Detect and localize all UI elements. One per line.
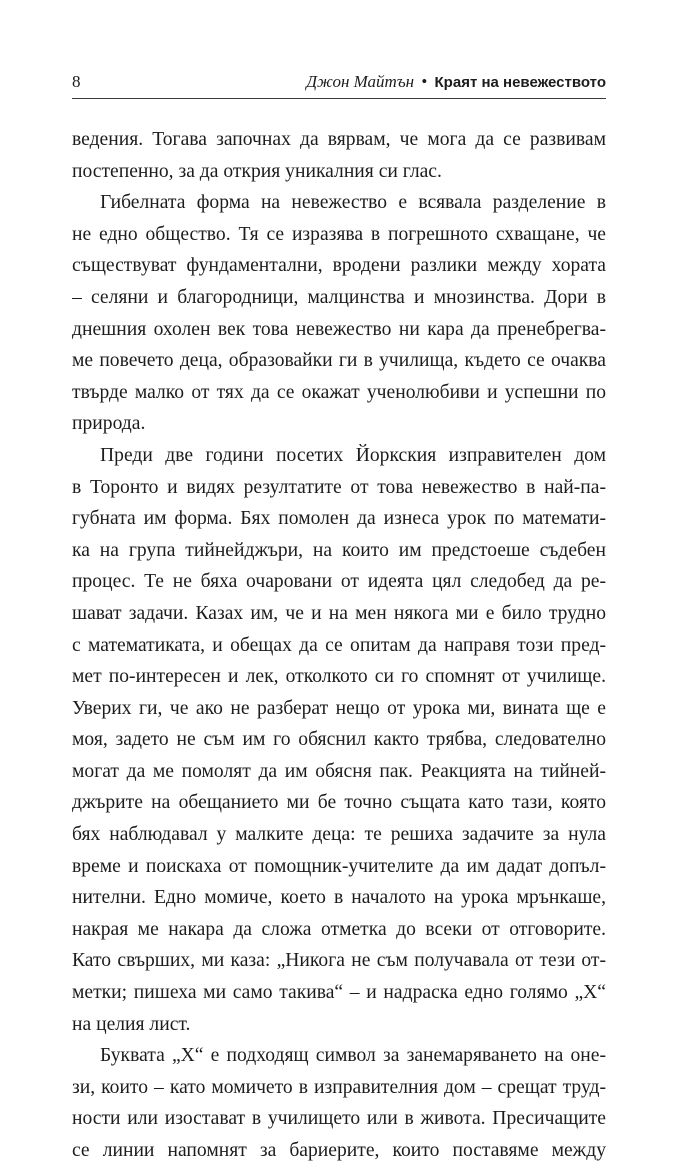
text-line: съществуват фундаментални, вродени разлики между хората	[72, 255, 606, 277]
text-line: природа.	[72, 413, 146, 435]
paragraph	[72, 187, 606, 440]
text-line: Гибелната форма на невежество е всявала разделение в	[100, 192, 606, 214]
text-line: ности или изостават в училището или в живота. Пресичащите	[72, 1108, 606, 1130]
text-line: с математиката, и обещах да се опитам да направя този пред-	[72, 634, 606, 656]
text-line: губната им форма. Бях помолен да изнеса урок по математи-	[72, 508, 606, 530]
running-head	[72, 70, 606, 96]
running-head-author: Джон Майтън	[306, 72, 415, 91]
text-line: не едно общество. Тя се изразява в погрешното схващане, че	[72, 223, 606, 245]
text-line: Буквата „X“ е подходящ символ за занемаряването на оне-	[100, 1045, 606, 1067]
text-line: Уверих ги, че ако не разберат нещо от урока ми, вината ще е	[72, 697, 606, 719]
text-line: в Торонто и видях резултатите от това невежество в най-па-	[72, 476, 606, 498]
text-line: ведения. Тогава започнах да вярвам, че мога да се развивам	[72, 129, 606, 150]
text-line: моя, задето не съм им го обяснил както трябва, следователно	[72, 729, 606, 751]
running-head-right	[306, 72, 606, 92]
page-number: 8	[72, 72, 81, 91]
text-line: твърде малко от тях да се окажат ученолюбиви и успешни по	[72, 381, 606, 403]
header-rule	[72, 98, 606, 99]
text-line: бях наблюдавал у малките деца: те решиха задачите за нула	[72, 824, 606, 846]
text-line: на целия лист.	[72, 1013, 191, 1035]
text-line: джърите на обещанието ми бе точно същата като тази, която	[72, 792, 606, 814]
text-line: постепенно, за да открия уникалния си глас.	[72, 160, 442, 182]
text-line: днешния охолен век това невежество ни кара да пренебрегва-	[72, 318, 606, 340]
running-head-title: Краят на невежеството	[434, 74, 606, 91]
text-line: процес. Те не бяха очаровани от идеята цял следобед да ре-	[72, 571, 606, 593]
paragraph	[72, 124, 606, 187]
text-line: ме повечето деца, образовайки ги в училища, където се очаква	[72, 350, 606, 372]
running-head-separator: •	[421, 72, 428, 91]
paragraph	[72, 440, 606, 1040]
body-text	[72, 124, 606, 1167]
text-line: зи, които – като момичето в изправителния дом – срещат труд-	[72, 1076, 606, 1098]
text-line: време и поискаха от помощник-учителите да им дадат допъл-	[72, 855, 606, 877]
text-line: шават задачи. Казах им, че и на мен някога ми е било трудно	[72, 602, 606, 624]
text-line: се линии напомнят за бариерите, които поставяме между	[72, 1140, 606, 1161]
text-line: накрая ме накара да сложа отметка до всеки от отговорите.	[72, 918, 606, 940]
text-line: мет по-интересен и лек, отколкото си го спомнят от училище.	[72, 666, 606, 688]
text-line: Като свърших, ми каза: „Никога не съм получавала от тези от-	[72, 950, 606, 972]
text-line: ка на група тийнейджъри, на които им предстоеше съдебен	[72, 539, 606, 561]
text-line: нителни. Едно момиче, което в началото на урока мрънкаше,	[72, 887, 606, 909]
text-line: Преди две години посетих Йоркския изправителен дом	[100, 444, 606, 466]
text-line: – селяни и благородници, малцинства и мнозинства. Дори в	[72, 286, 606, 308]
paragraph	[72, 1040, 606, 1166]
text-line: метки; пишеха ми само такива“ – и надраска едно голямо „X“	[72, 982, 606, 1004]
text-line: могат да ме помолят да им обясня пак. Реакцията на тийней-	[72, 760, 606, 782]
